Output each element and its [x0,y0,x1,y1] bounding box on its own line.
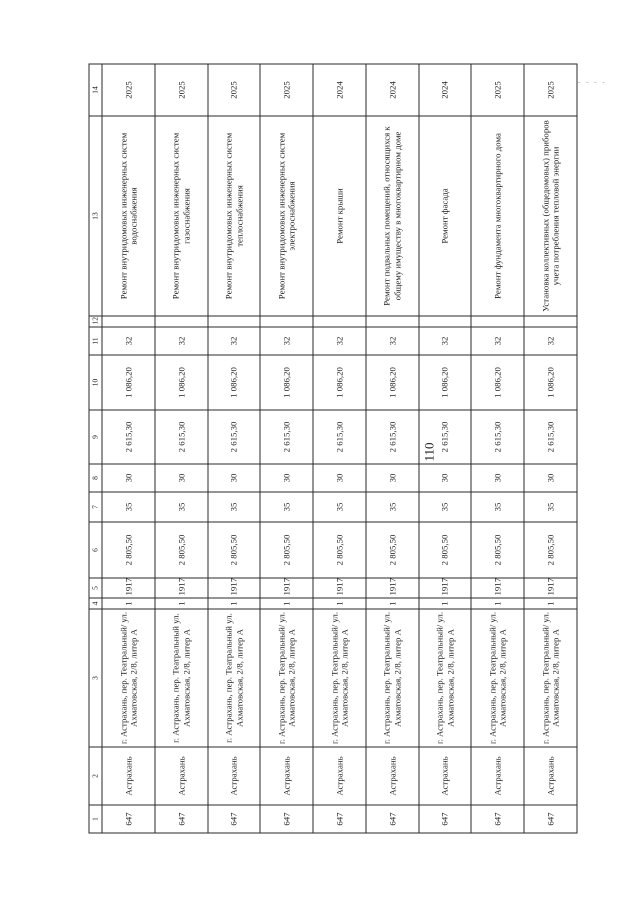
table-row [260,64,313,833]
cell-c11: 32 [524,327,577,355]
cell-year: 1917 [102,578,155,598]
cell-c12 [313,316,366,327]
column-number: 1 [89,805,102,833]
cell-total-area: 2 805,50 [208,522,261,578]
cell-living-area: 2 615,30 [471,410,524,464]
cell-id: 647 [102,805,155,833]
cell-c12 [524,316,577,327]
cell-c8: 30 [366,464,419,492]
cell-year: 1917 [524,578,577,598]
cell-city: Астрахань [419,747,472,805]
cell-living-area: 2 615,30 [524,410,577,464]
cell-work-type: Ремонт внутридомовых инженерных систем газоснабжения [155,116,208,316]
cell-city: Астрахань [208,747,261,805]
cell-living-area: 2 615,30 [208,410,261,464]
cell-c12 [366,316,419,327]
cell-c7: 35 [471,492,524,522]
cell-period: 2024 [313,64,366,116]
cell-c11: 32 [419,327,472,355]
column-number-row [89,64,102,833]
cell-c7: 35 [102,492,155,522]
cell-id: 647 [260,805,313,833]
cell-year: 1917 [208,578,261,598]
cell-total-area: 2 805,50 [155,522,208,578]
cell-c4: 1 [366,598,419,609]
cell-c12 [102,316,155,327]
cell-c10: 1 086,20 [102,355,155,410]
cell-c12 [208,316,261,327]
cell-city: Астрахань [524,747,577,805]
cell-work-type: Установка коллективных (общедомовых) приборов учета потребления тепловой энергии [524,116,577,316]
cell-c7: 35 [419,492,472,522]
cell-id: 647 [366,805,419,833]
rotated-table-container [89,65,578,834]
cell-c11: 32 [260,327,313,355]
column-number: 11 [89,327,102,355]
cell-id: 647 [419,805,472,833]
table-row [313,64,366,833]
cell-id: 647 [155,805,208,833]
cell-city: Астрахань [313,747,366,805]
cell-address: г. Астрахань, пер. Театральный/ ул. Ахматовская, 2/8, литер А [102,609,155,747]
cell-total-area: 2 805,50 [419,522,472,578]
cell-id: 647 [471,805,524,833]
cell-c12 [419,316,472,327]
table-row [366,64,419,833]
cell-c8: 30 [102,464,155,492]
cell-c4: 1 [102,598,155,609]
cell-c10: 1 086,20 [524,355,577,410]
column-number: 7 [89,492,102,522]
cell-c7: 35 [155,492,208,522]
cell-c7: 35 [313,492,366,522]
cell-period: 2025 [208,64,261,116]
capital-repair-table [89,64,578,834]
cell-c12 [260,316,313,327]
table-row [419,64,472,833]
cell-work-type: Ремонт внутридомовых инженерных систем электроснабжения [260,116,313,316]
cell-city: Астрахань [260,747,313,805]
column-number: 12 [89,316,102,327]
cell-total-area: 2 805,50 [313,522,366,578]
table-row [155,64,208,833]
cell-year: 1917 [313,578,366,598]
cell-c10: 1 086,20 [155,355,208,410]
cell-period: 2025 [102,64,155,116]
cell-c4: 1 [155,598,208,609]
cell-c8: 30 [260,464,313,492]
cell-c10: 1 086,20 [366,355,419,410]
cell-period: 2024 [366,64,419,116]
cell-living-area: 2 615,30 [366,410,419,464]
cell-c7: 35 [524,492,577,522]
cell-period: 2024 [419,64,472,116]
cell-c4: 1 [313,598,366,609]
cell-address: г. Астрахань, пер. Театральный/ ул. Ахматовская, 2/8, литер А [524,609,577,747]
cell-period: 2025 [260,64,313,116]
table-row [208,64,261,833]
cell-address: г. Астрахань, пер. Театральный ул. Ахматовская, 2/8, литер А [155,609,208,747]
cell-c4: 1 [208,598,261,609]
column-number: 2 [89,747,102,805]
cell-work-type: Ремонт подвальных помещений, относящихся к общему имуществу в многоквартирном доме [366,116,419,316]
cell-period: 2025 [155,64,208,116]
cell-c11: 32 [155,327,208,355]
cell-total-area: 2 805,50 [524,522,577,578]
cell-id: 647 [524,805,577,833]
cell-c4: 1 [524,598,577,609]
cell-living-area: 2 615,30 [313,410,366,464]
cell-year: 1917 [366,578,419,598]
cell-c8: 30 [155,464,208,492]
cell-c10: 1 086,20 [208,355,261,410]
cell-year: 1917 [471,578,524,598]
cell-total-area: 2 805,50 [102,522,155,578]
column-number: 5 [89,578,102,598]
column-number: 8 [89,464,102,492]
cell-address: г. Астрахань, пер. Театральный/ ул. Ахматовская, 2/8, литер А [471,609,524,747]
cell-c8: 30 [313,464,366,492]
cell-address: г. Астрахань, пер. Театральный/ ул. Ахматовская, 2/8, литер А [419,609,472,747]
cell-total-area: 2 805,50 [471,522,524,578]
column-number: 3 [89,609,102,747]
cell-total-area: 2 805,50 [260,522,313,578]
cell-c8: 30 [208,464,261,492]
cell-c12 [471,316,524,327]
cell-year: 1917 [260,578,313,598]
cell-c4: 1 [260,598,313,609]
cell-period: 2025 [471,64,524,116]
cell-year: 1917 [419,578,472,598]
cell-year: 1917 [155,578,208,598]
cell-c11: 32 [471,327,524,355]
cell-work-type: Ремонт фасада [419,116,472,316]
cell-c7: 35 [366,492,419,522]
cell-address: г. Астрахань, пер. Театральный/ ул. Ахматовская, 2/8, литер А [313,609,366,747]
cell-c8: 30 [419,464,472,492]
cell-work-type: Ремонт внутридомовых инженерных систем водоснабжения [102,116,155,316]
cell-c11: 32 [102,327,155,355]
table-row [471,64,524,833]
cell-c12 [155,316,208,327]
column-number: 14 [89,64,102,116]
cell-c10: 1 086,20 [313,355,366,410]
cell-c11: 32 [208,327,261,355]
cell-living-area: 2 615,30 [102,410,155,464]
cell-living-area: 2 615,30 [260,410,313,464]
cell-work-type: Ремонт крыши [313,116,366,316]
cell-work-type: Ремонт фундамента многоквартирного дома [471,116,524,316]
cell-c4: 1 [419,598,472,609]
cell-c8: 30 [471,464,524,492]
cell-total-area: 2 805,50 [366,522,419,578]
cell-city: Астрахань [155,747,208,805]
cell-id: 647 [208,805,261,833]
cell-living-area: 2 615,30 [419,410,472,464]
page-number: 110 [421,442,437,462]
column-number: 6 [89,522,102,578]
table-row [524,64,577,833]
column-number: 13 [89,116,102,316]
column-number: 4 [89,598,102,609]
cell-c4: 1 [471,598,524,609]
cell-address: г. Астрахань, пер. Театральный/ ул. Ахматовская, 2/8, литер А [260,609,313,747]
cell-c11: 32 [366,327,419,355]
cell-work-type: Ремонт внутридомовых инженерных систем теплоснабжения [208,116,261,316]
cell-c10: 1 086,20 [419,355,472,410]
cell-city: Астрахань [471,747,524,805]
cell-c8: 30 [524,464,577,492]
cell-c10: 1 086,20 [471,355,524,410]
cell-c7: 35 [260,492,313,522]
cell-address: г. Астрахань, пер. Театральный ул. Ахматовская, 2/8, литер А [208,609,261,747]
cell-period: 2025 [524,64,577,116]
cell-city: Астрахань [102,747,155,805]
cell-living-area: 2 615,30 [155,410,208,464]
column-number: 9 [89,410,102,464]
cell-address: г. Астрахань, пер. Театральный/ ул. Ахматовская, 2/8, литер А [366,609,419,747]
cell-c10: 1 086,20 [260,355,313,410]
cell-city: Астрахань [366,747,419,805]
cell-c7: 35 [208,492,261,522]
table-row [102,64,155,833]
margin-mark: - - - - [578,78,607,86]
column-number: 10 [89,355,102,410]
cell-c11: 32 [313,327,366,355]
cell-id: 647 [313,805,366,833]
